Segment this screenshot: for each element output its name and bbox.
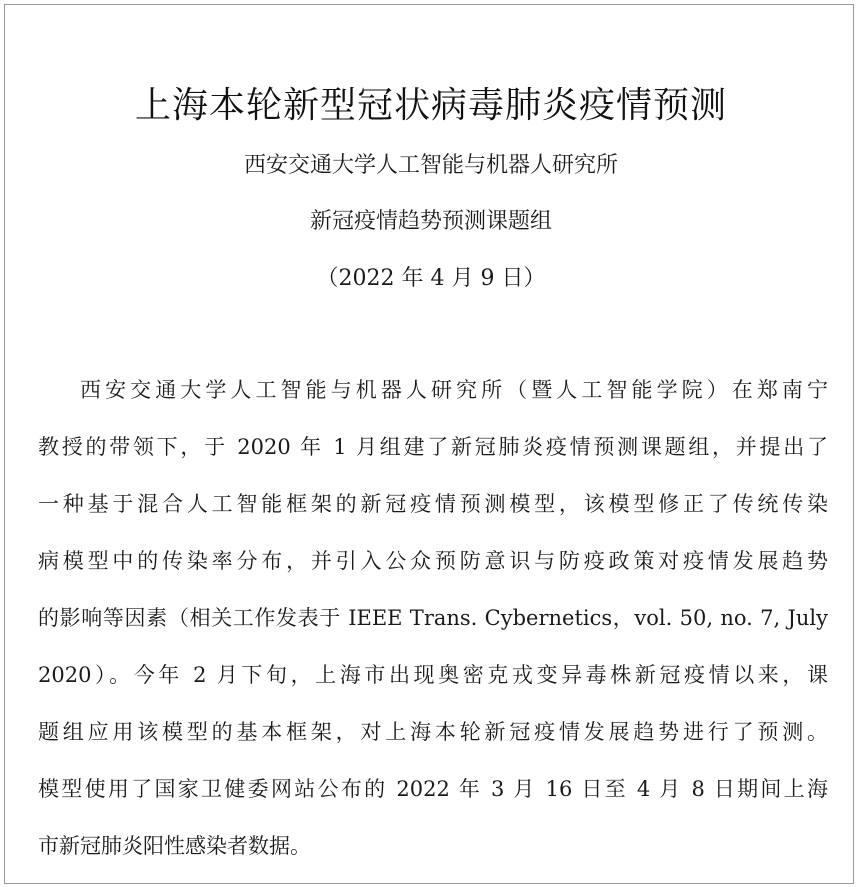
- paragraph-line: 西安交通大学人工智能与机器人研究所（暨人工智能学院）在郑南宁: [80, 378, 828, 402]
- report-date: （2022 年 4 月 9 日）: [316, 266, 546, 291]
- body-paragraph: [38, 374, 828, 887]
- paragraph-line: 一种基于混合人工智能框架的新冠疫情预测模型，该模型修正了传统传染: [38, 492, 828, 516]
- paragraph-line: 题组应用该模型的基本框架，对上海本轮新冠疫情发展趋势进行了预测。: [38, 720, 828, 744]
- research-group: 新冠疫情趋势预测课题组: [309, 209, 552, 234]
- paragraph-line: 模型使用了国家卫健委网站公布的 2022 年 3 月 16 日至 4 月 8 日期间上海: [38, 777, 828, 801]
- organization-name: 西安交通大学人工智能与机器人研究所: [243, 153, 618, 178]
- paragraph-line: 2020）。今年 2 月下旬，上海市出现奥密克戎变异毒株新冠疫情以来，课: [38, 663, 828, 687]
- paragraph-line: 病模型中的传染率分布，并引入公众预防意识与防疫政策对疫情发展趋势: [38, 549, 828, 573]
- document-title: 上海本轮新型冠状病毒肺炎疫情预测: [134, 85, 727, 126]
- paragraph-line: 市新冠肺炎阳性感染者数据。: [38, 834, 311, 858]
- paragraph-line: 教授的带领下，于 2020 年 1 月组建了新冠肺炎疫情预测课题组，并提出了: [38, 435, 828, 459]
- paragraph-line: 的影响等因素（相关工作发表于 IEEE Trans. Cybernetics，vol. 50, no. 7, July: [38, 606, 828, 630]
- document-page: [4, 4, 854, 884]
